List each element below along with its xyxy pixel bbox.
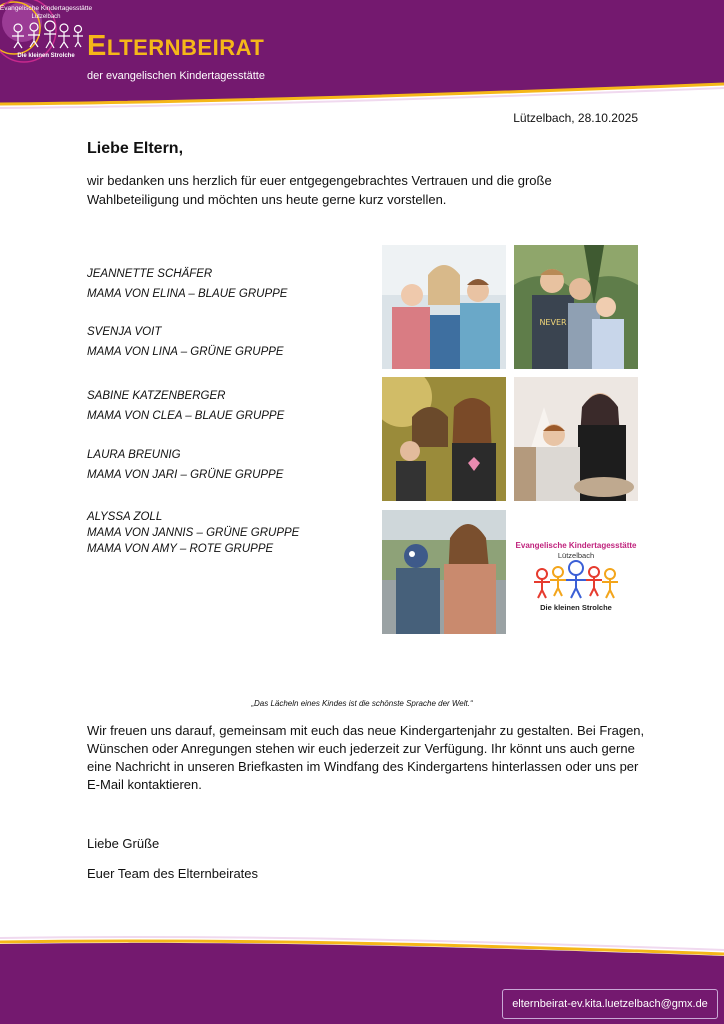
member-name: ALYSSA ZOLL <box>87 511 163 523</box>
member-photo-4 <box>514 377 638 501</box>
member-role: MAMA VON ELINA – BLAUE GRUPPE <box>87 288 288 300</box>
svg-text:Evangelische Kindertagesstätte: Evangelische Kindertagesstätte <box>0 5 92 12</box>
page-title: ELTERNBEIRAT <box>87 30 265 62</box>
member-photo-2 <box>514 245 638 369</box>
letter-greeting: Liebe Eltern, <box>87 140 184 157</box>
closing-regards: Liebe Grüße <box>87 836 160 851</box>
svg-text:Lützelbach: Lützelbach <box>557 551 595 560</box>
member-photo-5 <box>382 510 506 634</box>
svg-text:Evangelische Kindertagesstätte: Evangelische Kindertagesstätte <box>515 541 637 550</box>
stick-figures-icon <box>12 21 83 48</box>
member-entry <box>87 509 299 557</box>
page-subtitle: der evangelischen Kindertagesstätte <box>87 70 265 82</box>
kita-logo-color <box>514 510 638 634</box>
member-role: MAMA VON AMY – ROTE GRUPPE <box>87 543 274 555</box>
svg-text:Die kleinen Strolche: Die kleinen Strolche <box>540 603 612 612</box>
svg-text:Lützelbach: Lützelbach <box>31 14 61 20</box>
svg-text:Die kleinen Strolche: Die kleinen Strolche <box>17 53 75 59</box>
intro-paragraph: wir bedanken uns herzlich für euer entgegengebrachtes Vertrauen und die große Wahlbeteiligung und möchten uns heute gerne kurz vorstellen. <box>87 173 552 207</box>
closing-signature: Euer Team des Elternbeirates <box>87 866 259 881</box>
member-role: MAMA VON LINA – GRÜNE GRUPPE <box>87 346 284 358</box>
member-name: SABINE KATZENBERGER <box>87 390 226 402</box>
member-entry <box>87 264 287 304</box>
letter-date: Lützelbach, 28.10.2025 <box>513 111 638 125</box>
member-name: LAURA BREUNIG <box>87 449 181 461</box>
member-role: MAMA VON JARI – GRÜNE GRUPPE <box>87 469 284 481</box>
member-role: MAMA VON JANNIS – GRÜNE GRUPPE <box>87 527 300 539</box>
quote-text: „Das Lächeln eines Kindes ist die schönste Sprache der Welt.“ <box>251 699 473 708</box>
kita-logo-white <box>0 0 92 60</box>
svg-text:NEVER: NEVER <box>539 318 567 327</box>
body-paragraph: Wir freuen uns darauf, gemeinsam mit euch das neue Kindergartenjahr zu gestalten. Bei Fragen, Wünschen oder Anregungen stehen wir euch jederzeit zur Verfügung. Ihr könnt uns auch gerne eine Nachricht in unseren Briefkasten im Windfang des Kindergartens hinterlassen oder uns per E-Mail kontaktieren. <box>87 723 645 792</box>
header-band <box>0 0 724 112</box>
member-name: JEANNETTE SCHÄFER <box>87 268 213 280</box>
member-role: MAMA VON CLEA – BLAUE GRUPPE <box>87 410 285 422</box>
member-photo-3 <box>382 377 506 501</box>
contact-email-link[interactable]: elternbeirat-ev.kita.luetzelbach@gmx.de <box>502 989 718 1019</box>
member-entry <box>87 322 284 362</box>
member-entry <box>87 386 284 426</box>
member-photo-1 <box>382 245 506 369</box>
member-entry <box>87 445 283 485</box>
member-name: SVENJA VOIT <box>87 326 162 338</box>
